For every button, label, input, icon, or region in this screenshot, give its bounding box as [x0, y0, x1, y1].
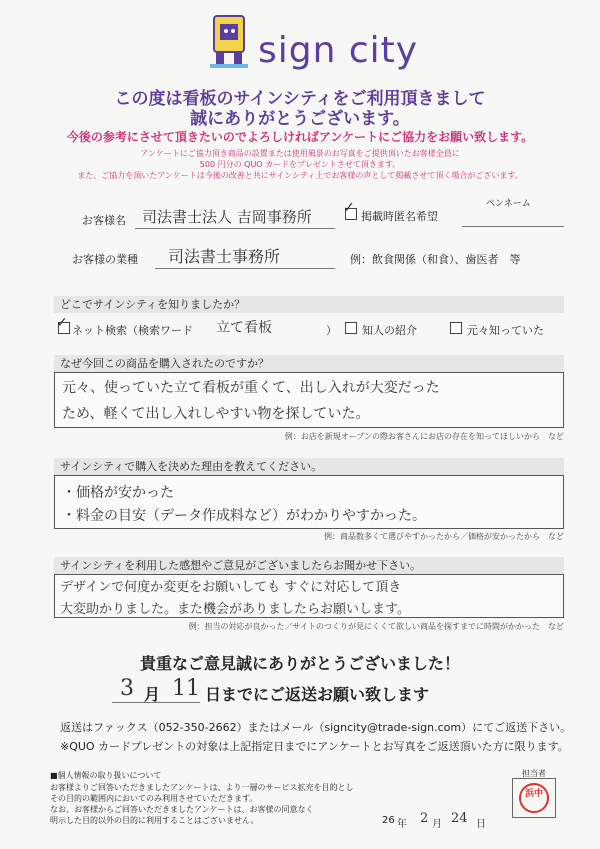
q2-answer-line-2: ため、軽くて出し入れしやすい物を探していた。 [62, 406, 370, 422]
q2-hint: 例：お店を新規オープンの際お客さんにお店の存在を知ってほしいから など [284, 432, 564, 441]
thanks-message: 貴重なご意見誠にありがとうございました！ [139, 654, 460, 673]
q1-net-search-check-mark: ✓ [56, 315, 68, 331]
q3-answer-line-1: ・価格が安かった [62, 485, 174, 501]
deadline-month-unit: 月 [144, 685, 161, 704]
industry-value: 司法書士事務所 [168, 247, 281, 266]
return-info: 返送はファックス（052-350-2662）またはメール（signcity@trade-sign.com）にてご返送下さい。 [60, 721, 572, 734]
sign-city-logo-mark-icon [208, 12, 250, 70]
q4-answer-line-2: 大変助かりました。また機会がありましたらお願いします。 [60, 602, 410, 617]
q2-answer-line-1: 元々、使っていた立て看板が重くて、出し入れが大変だった [62, 380, 440, 396]
q4-heading: サインシティを利用した感想やご意見がございましたらお聞かせ下さい。 [54, 557, 564, 574]
anonymous-check-mark: ✓ [343, 200, 355, 216]
q1-option-close-paren: ） [326, 324, 337, 337]
customer-name-value: 司法書士法人 吉岡事務所 [142, 208, 312, 226]
intro-note-1: アンケートにご協力頂き商品の設置または使用風景のお写真をご提供頂いたお客様全員に [140, 149, 460, 158]
privacy-line-1: お客様よりご回答いただきましたアンケートは、より一層のサービス拡充を目的とし [50, 783, 354, 792]
q1-option-net-search: ネット検索（検索ワード [72, 324, 193, 337]
date-day: 24 [451, 811, 468, 826]
date-day-unit: 日 [476, 819, 486, 830]
title-line-1: この度は看板のサインシティをご利用頂きまして [114, 89, 486, 109]
q1-keyword-value: 立て看板 [216, 320, 272, 336]
staff-hanko-stamp: 浜中 [519, 783, 549, 813]
industry-example: 例：飲食関係（和食）、歯医者 等 [350, 253, 521, 266]
q4-answer-line-1: デザインで何度か変更をお願いしても すぐに対応して頂き [60, 580, 402, 595]
q1-referral-checkbox[interactable] [345, 322, 357, 334]
staff-label: 担当者 [522, 769, 546, 778]
privacy-title: ■個人情報の取り扱いについて [50, 771, 162, 780]
q3-answer-line-2: ・料金の目安（データ作成料など）がわかりやすかった。 [62, 508, 426, 524]
q3-hint: 例：商品数多くて選びやすかったから／価格が安かったから など [324, 532, 564, 541]
industry-label: お客様の業種 [72, 253, 138, 266]
privacy-line-3: なお、お客様からご回答いただきましたアンケートは、お客様の同意なく [50, 805, 314, 814]
pen-name-label: ペンネーム [486, 199, 531, 209]
anonymous-label: 掲載時匿名希望 [361, 210, 438, 223]
date-month-unit: 月 [432, 819, 442, 830]
q1-option-referral: 知人の紹介 [362, 324, 417, 337]
q3-heading: サインシティで購入を決めた理由を教えてください。 [54, 458, 564, 475]
customer-name-label: お客様名 [82, 214, 126, 227]
deadline-day: 11 [172, 676, 200, 701]
date-year-unit: 年 [397, 819, 407, 830]
privacy-line-2: その目的の範囲内においてのみ利用させていただきます。 [50, 794, 258, 803]
privacy-line-4: 明示した目的以外の目的に利用することはございません。 [50, 816, 259, 825]
q2-heading: なぜ今回この商品を購入されたのですか？ [54, 355, 564, 372]
intro-note-3: また、ご協力を頂いたアンケートは今後の改善と共にサインシティ上でお客様の声として掲載させて頂く場合がございます。 [77, 171, 523, 180]
deadline-month: 3 [120, 676, 134, 701]
q1-heading: どこでサインシティを知りましたか？ [54, 296, 564, 313]
q1-option-already-knew: 元々知っていた [467, 324, 544, 337]
intro-note-2: 500 円分の QUO カードをプレゼントさせて頂きます。 [199, 160, 401, 169]
date-month: 2 [420, 811, 429, 826]
q4-hint: 例：担当の対応が良かった／サイトのつくりが見にくくて欲しい商品を探すまでに時間がかかった など [188, 622, 564, 631]
subtitle: 今後の参考にさせて頂きたいのでよろしければアンケートにご協力をお願い致します。 [66, 130, 534, 144]
deadline-text: 日までにご返送お願い致します [205, 685, 430, 704]
date-year: 26 [382, 815, 395, 826]
brand-logo-text: sign city [258, 30, 419, 71]
deadline-underline [112, 701, 200, 703]
pen-name-line[interactable] [462, 206, 564, 227]
q1-already-knew-checkbox[interactable] [450, 322, 462, 334]
title-line-2: 誠にありがとうございます。 [190, 109, 410, 129]
quo-note: ※QUO カードプレゼントの対象は上記指定日までにアンケートとお写真をご返送頂いた方に限ります。 [60, 740, 569, 753]
